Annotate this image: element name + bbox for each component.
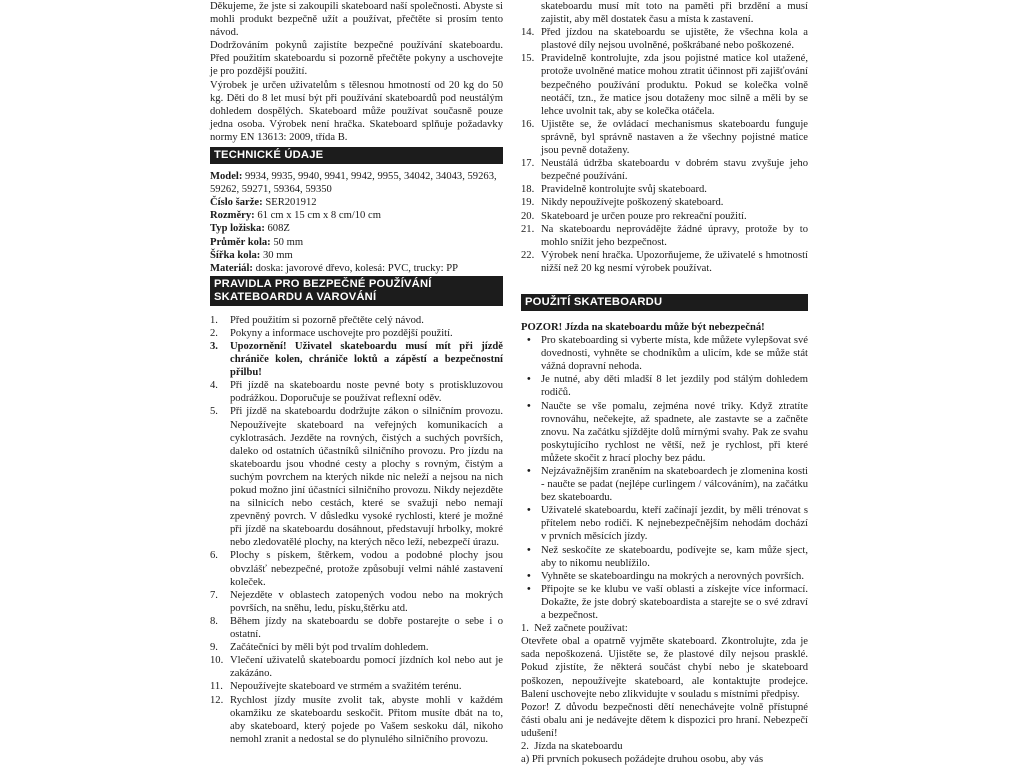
list-item	[210, 615, 503, 641]
item-number: 10.	[210, 655, 224, 667]
safety-rules-list	[210, 314, 503, 746]
left-column	[210, 0, 503, 746]
spec-label: Typ ložiska:	[210, 223, 265, 235]
usage-bullets	[521, 334, 808, 622]
spec-label: Model:	[210, 171, 243, 183]
list-item	[210, 379, 503, 405]
item-text: Výrobek není hračka. Upozorňujeme, že uživatelé s hmotností nižší než 20 kg nesmí výrobek používat.	[541, 249, 808, 274]
bullet-icon: •	[527, 583, 531, 595]
bullet-item	[521, 400, 808, 465]
item-number: 12.	[210, 694, 224, 706]
spec-row	[210, 236, 503, 249]
item-text: Pokyny a informace uschovejte pro pozdější použití.	[230, 327, 453, 339]
spec-label: Materiál:	[210, 262, 253, 274]
spec-value: 50 mm	[273, 236, 304, 248]
list-item	[521, 118, 808, 157]
bullet-icon: •	[527, 374, 531, 386]
bullet-text: Připojte se ke klubu ve vaší oblasti a získejte více informací. Dokažte, že jste dobrý skateboardista a starejte se o své zdraví a bezpečnost.	[541, 583, 808, 622]
spec-label: Číslo šarže:	[210, 197, 263, 209]
list-item	[521, 183, 808, 196]
bullet-icon: •	[527, 505, 531, 517]
warning-text: POZOR! Jízda na skateboardu může být nebezpečná!	[521, 321, 765, 333]
item-text: Vlečení uživatelů skateboardu pomocí jízdních kol nebo aut je zakázáno.	[230, 655, 503, 680]
item-text: Skateboard je určen pouze pro rekreační použití.	[541, 210, 747, 222]
safety-rules-heading-line2: SKATEBOARDU A VAROVÁNÍ	[214, 290, 377, 303]
item-text: Plochy s pískem, štěrkem, vodou a podobné plochy jsou obvzlášť nebezpečné, protože způsobují velmi náhlé zastavení koleček.	[230, 550, 503, 588]
technical-data-heading: TECHNICKÉ ÚDAJE	[210, 147, 503, 164]
list-item	[210, 405, 503, 549]
bullet-text: Je nutné, aby děti mladší 8 let jezdily pod stálým dohledem rodičů.	[541, 374, 808, 399]
section-1-text: Otevřete obal a opatrně vyjměte skateboard. Zkontrolujte, zda je sada nepoškozená. Ujistěte se, že plastové díly nejsou prasklé. Pokud zjistíte, že některá součást chybí nebo je skateboard poškozen, nepoužívejte skateboard, ale kontaktujte prodejce. Balení uschovejte nebo zlikvidujte v souladu s místními předpisy.	[521, 636, 808, 700]
bullet-text: Nejzávažnějším zraněním na skateboardech je zlomenina kosti - naučte se padat (nejlépe curlingem / válcováním), na začátku bez skateboardu.	[541, 466, 808, 504]
spec-row	[210, 222, 503, 235]
item-text: Na skateboardu neprovádějte žádné úpravy, protože by to mohlo snížit jeho bezpečnost.	[541, 223, 808, 248]
item-number: 8.	[210, 615, 218, 627]
bullet-icon: •	[527, 544, 531, 556]
section-2-text: a) Při prvních pokusech požádejte druhou osobu, aby vás	[521, 754, 764, 766]
spec-value: doska: javorové dřevo, kolesá: PVC, trucky: PP	[255, 262, 459, 274]
list-item	[210, 680, 503, 693]
item-text: Neustálá údržba skateboardu v dobrém stavu zvyšuje jeho bezpečné používání.	[541, 158, 808, 183]
item-number: 4.	[210, 380, 218, 392]
item-number: 1.	[210, 314, 218, 326]
bullet-item	[521, 583, 808, 622]
item-text: Pravidelně kontrolujte svůj skateboard.	[541, 184, 707, 196]
bullet-item	[521, 544, 808, 570]
list-item	[210, 694, 503, 746]
spec-row	[210, 209, 503, 222]
spec-label: Průměr kola:	[210, 236, 271, 248]
spec-row	[210, 249, 503, 262]
item-number: 9.	[210, 642, 218, 654]
list-item	[521, 249, 808, 275]
bullet-item	[521, 373, 808, 399]
list-item	[521, 210, 808, 223]
spec-value: 9934, 9935, 9940, 9941, 9942, 9955, 34042, 34043, 59263, 59262, 59271, 59364, 59350	[210, 171, 497, 196]
item-number: 16.	[521, 118, 535, 130]
bullet-item	[521, 465, 808, 504]
spec-value: 61 cm x 15 cm x 8 cm/10 cm	[257, 210, 381, 222]
list-item	[210, 589, 503, 615]
bullet-icon: •	[527, 400, 531, 412]
bullet-icon: •	[527, 466, 531, 477]
specs-list	[210, 170, 503, 275]
list-item	[210, 549, 503, 588]
safety-rules-heading-line1: PRAVIDLA PRO BEZPEČNÉ POUŽÍVÁNÍ	[214, 277, 432, 290]
item-text: Během jízdy na skateboardu se dobře postarejte o sebe i o ostatní.	[230, 615, 503, 641]
list-item	[521, 26, 808, 52]
safety-rules-heading	[210, 276, 503, 306]
list-item	[210, 340, 503, 379]
spec-label: Šířka kola:	[210, 249, 261, 261]
spec-label: Rozměry:	[210, 210, 255, 222]
list-item	[210, 314, 503, 327]
list-item	[210, 327, 503, 340]
item-text: Při jízdě na skateboardu noste pevné boty s protiskluzovou podrážkou. Doporučuje se používat reflexní oděv.	[230, 380, 503, 405]
item-text: Pravidelně kontrolujte, zda jsou pojistné matice kol utažené, protože uvolněné matice mohou ztratit účinnost při zajišťování bezpečného používání produktu. Pokud se kolečka volně neotáčí, tzn., že matice jsou dotaženy moc silně a měli by se lehce uvolnit tak, aby se kolečka otáčela.	[541, 53, 808, 117]
item-text: Upozornění! Uživatel skateboardu musí mít při jízdě chrániče kolen, chrániče loktů a zápěstí a bezpečnostní přilbu!	[230, 340, 503, 379]
bullet-item	[521, 334, 808, 373]
spec-value: 30 mm	[263, 249, 293, 261]
item-number: 20.	[521, 210, 535, 222]
list-item	[210, 654, 503, 680]
spec-row	[210, 196, 503, 209]
item-number: 21.	[521, 223, 535, 235]
item-number: 22.	[521, 249, 535, 261]
list-item	[210, 641, 503, 654]
item-number: 2.	[210, 327, 218, 339]
bullet-icon: •	[527, 570, 531, 582]
item-number: 18.	[521, 184, 535, 196]
continued-paragraph: skateboardu musí mít toto na paměti při brzdění a musí zajistit, aby měl dostatek času a místa k zastavení.	[541, 1, 808, 26]
list-item	[521, 196, 808, 209]
item-text: Nejezděte v oblastech zatopených vodou nebo na mokrých površích, na sněhu, ledu, písku,štěrku atd.	[230, 589, 503, 614]
item-number: 7.	[210, 589, 218, 601]
item-text: Nikdy nepoužívejte poškozený skateboard.	[541, 197, 724, 209]
list-item	[521, 52, 808, 117]
bullet-text: Než seskočíte ze skateboardu, podívejte se, kam může sject, aby to nikomu neublížilo.	[541, 544, 808, 569]
item-text: Rychlost jízdy musíte zvolit tak, abyste mohli v každém okamžiku ze skateboardu seskočit. Přitom musíte dbát na to, aby skateboard, který pojede po Vašem seskoku dál, nikoho nemohl zranit a nedostal se do plynulého silničního provozu.	[230, 694, 503, 745]
item-text: Před jízdou na skateboardu se ujistěte, že všechna kola a plastové díly nejsou uvolněné, poškrábané nebo poškozené.	[541, 27, 808, 52]
intro-paragraph: Dodržováním pokynů zajistíte bezpečné používání skateboardu. Před použitím skateboardu si pozorně přečtěte pokyny a uschovejte je pro pozdější použití.	[210, 40, 503, 78]
intro-paragraph: Výrobek je určen uživatelům s tělesnou hmotností od 20 kg do 50 kg. Děti do 8 let musí být při používání skateboardů pod neustálým dohledem dospělých. Skateboard může používat současně pouze jedna osoba. Výrobek není hračka. Skateboard splňuje požadavky normy EN 13613: 2009, třída B.	[210, 79, 503, 143]
bullet-item	[521, 504, 808, 543]
section-1-warning: Pozor! Z důvodu bezpečnosti dětí nenechávejte volně přístupné části obalu ani je nedávejte dětem k dispozici pro hraní. Nebezpečí udušení!	[521, 701, 808, 739]
item-text: Před použitím si pozorně přečtěte celý návod.	[230, 314, 424, 326]
bullet-text: Pro skateboarding si vyberte místa, kde můžete vylepšovat své dovednosti, vyhněte se chodníkům a ulicím, kde se může stát vážná dopravní nehoda.	[541, 335, 808, 373]
right-column	[521, 0, 808, 766]
section-2-title: 2. Jízda na skateboardu	[521, 740, 623, 752]
item-number: 3.	[210, 340, 218, 352]
bullet-item	[521, 570, 808, 583]
item-text: Začátečníci by měli být pod trvalím dohledem.	[230, 642, 429, 654]
item-number: 11.	[210, 681, 223, 693]
list-item	[521, 157, 808, 183]
spec-row	[210, 262, 503, 275]
item-number: 6.	[210, 550, 218, 562]
bullet-text: Vyhněte se skateboardingu na mokrých a nerovných površích.	[541, 570, 805, 582]
item-number: 19.	[521, 197, 535, 209]
item-number: 17.	[521, 158, 535, 170]
spec-value: 608Z	[267, 223, 290, 235]
bullet-icon: •	[527, 335, 531, 347]
intro-paragraph: Děkujeme, že jste si zakoupili skateboard naší společnosti. Abyste si mohli produkt bezpečně užít a používat, přečtěte si prosím tento návod.	[210, 1, 503, 39]
item-text: Nepoužívejte skateboard ve strmém a svažitém terénu.	[230, 681, 462, 693]
item-number: 15.	[521, 53, 535, 65]
bullet-text: Uživatelé skateboardu, kteří začínají jezdit, by měli trénovat s přítelem nebo rodiči. K nejnebezpečnějším nehodám dochází v prvních měsících jízdy.	[541, 505, 808, 543]
item-number: 14.	[521, 27, 535, 39]
spec-value: SER201912	[265, 197, 317, 209]
usage-heading: POUŽITÍ SKATEBOARDU	[521, 294, 808, 311]
bullet-text: Naučte se vše pomalu, zejména nové triky. Když ztratíte rovnováhu, nečekejte, až spadnete, ale zastavte se a začněte znovu. Na začátku sjíždějte dolů mírnými svahy. Pak ze svahu poskytujícího rychlost ne větší, než je rychlost, při které můžete skočit z hrací plochy bez pádu.	[541, 400, 808, 464]
item-number: 5.	[210, 406, 218, 418]
list-item	[521, 223, 808, 249]
item-text: Při jízdě na skateboardu dodržujte zákon o silničním provozu. Nepoužívejte skateboard na veřejných komunikacích a cyklotrasách. Jezděte na rovných, čistých a suchých površích, daleko od ostatních účastníků silničního provozu. Pro jízdu na skateboardu jsou vhodné cesty a plochy s rovným, čistým a suchým povrchem na kterých nikde nic neleží a nejsou na nich pokud možno jiní účastníci silničního provozu. Nikdy nejezděte na silnicích nebo cestách, které se svažují nebo nemají zpevněný povrch. V důsledku vysoké rychlosti, které je možné při jízdě na skateboardu dosáhnout, představují hrbolky, mokré nebo zledovatělé plochy, na kterých něco leží, nebezpečí úrazu.	[230, 406, 503, 549]
spec-row	[210, 170, 503, 196]
section-1-title: 1. Než začnete používat:	[521, 623, 628, 635]
safety-rules-list-cont	[521, 26, 808, 275]
item-text: Ujistěte se, že ovládací mechanismus skateboardu funguje správně, byl správně nastaven a že všechny pojistné matice jsou pevně dotaženy.	[541, 118, 808, 157]
